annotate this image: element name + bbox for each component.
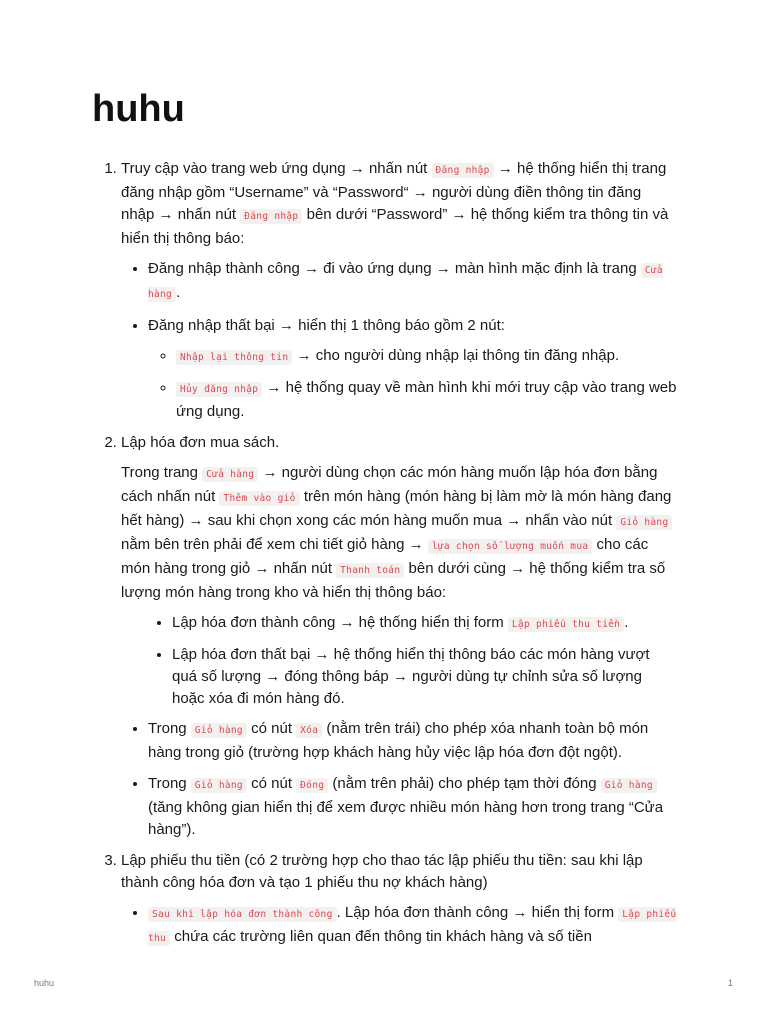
text: Trong [148, 720, 191, 737]
inline-code: Giỏ hàng [191, 778, 247, 793]
list-item [176, 377, 678, 423]
list-item-invoice [121, 432, 678, 841]
main-list [92, 158, 678, 950]
inline-code: Lập phiếu thu tiền [508, 617, 624, 632]
text: Trong [148, 775, 191, 792]
inline-code: Cửa hàng [148, 265, 663, 300]
text: có nút [246, 775, 297, 792]
inline-code: Xóa [296, 723, 322, 738]
footer-title: huhu [34, 978, 55, 988]
text: cho các món hàng trong giỏ → nhấn nút [121, 536, 649, 577]
text: Truy cập vào trang web ứng dụng → nhấn nút [121, 160, 432, 177]
text: chứa các trường liên quan đến thông tin khách hàng và số tiền [170, 928, 592, 945]
text: trên món hàng (món hàng bị làm mờ là món hàng đang hết hàng) → sau khi chọn xong các món hàng muốn mua → nhấn vào nút [121, 488, 672, 529]
text: (nằm trên phải) cho phép tạm thời đóng [328, 775, 601, 792]
inline-code: lựa chọn số lượng muốn mua [428, 539, 593, 554]
inline-code: Đóng [296, 778, 328, 793]
text: . Lập hóa đơn thành công → hiển thị form [336, 904, 619, 921]
text: bên dưới “Password” → hệ thống kiểm tra thông tin và hiển thị thông báo: [121, 206, 669, 247]
text: Trong trang [121, 464, 203, 481]
inline-code: Giỏ hàng [616, 515, 672, 530]
inline-code: Đăng nhập [240, 209, 302, 224]
inline-code: Hủy đăng nhập [176, 382, 262, 397]
text: (tăng không gian hiển thị để xem được nhiều món hàng hơn trong trang “Cửa hàng”). [148, 799, 664, 838]
list-item [148, 718, 678, 764]
text: Lập hóa đơn thành công → hệ thống hiển thị form [172, 614, 508, 631]
text: Đăng nhập thành công → đi vào ứng dụng → màn hình mặc định là trang [148, 260, 641, 277]
list-item [172, 644, 678, 710]
inline-code: Đăng nhập [432, 163, 494, 178]
sub-sub-list [148, 345, 678, 423]
list-item [176, 345, 678, 369]
paragraph [121, 462, 678, 604]
inline-code: Cửa hàng [202, 467, 258, 482]
list-item-receipt [121, 850, 678, 950]
list-item [148, 773, 678, 841]
list-item [148, 315, 678, 423]
list-item [148, 258, 678, 306]
list-item-login [121, 158, 678, 423]
inline-code: Giỏ hàng [191, 723, 247, 738]
text: . [624, 614, 629, 631]
inline-code: Thêm vào giỏ [219, 491, 299, 506]
sub-list [121, 258, 678, 423]
text: Đăng nhập thất bại → hiển thị 1 thông báo gồm 2 nút: [148, 317, 505, 334]
list-item [172, 612, 678, 636]
list-item [148, 902, 678, 950]
page-number: 1 [727, 978, 733, 988]
text: có nút [246, 720, 297, 737]
text: . [176, 284, 181, 301]
text: → hệ thống quay về màn hình khi mới truy cập vào trang web ứng dụng. [176, 379, 677, 420]
document-page [92, 84, 678, 959]
inline-code: Thanh toán [336, 563, 404, 578]
text: Lập hóa đơn thất bại → hệ thống hiển thị thông báo các món hàng vượt quá số lượng → đóng thông báp → người dùng tự chỉnh sửa số lượng hoặc xóa đi món hàng đó. [172, 646, 650, 707]
sub-list [121, 612, 678, 710]
inline-code: Nhập lại thông tin [176, 350, 292, 365]
text: → hệ thống hiển thị trang đăng nhập gồm “Username” và “Password“ → người dùng điền thông tin đăng nhập → nhấn nút [121, 160, 667, 223]
text: (nằm trên trái) cho phép xóa nhanh toàn bộ món hàng trong giỏ (trường hợp khách hàng hủy việc lập hóa đơn đột ngột). [148, 720, 649, 761]
text: → người dùng chọn các món hàng muốn lập hóa đơn bằng cách nhấn nút [121, 464, 658, 505]
text: Lập phiếu thu tiền (có 2 trường hợp cho thao tác lập phiếu thu tiền: sau khi lập thành công hóa đơn và tạo 1 phiếu thu nợ khách hàng) [121, 852, 643, 891]
text: → cho người dùng nhập lại thông tin đăng nhập. [292, 347, 620, 364]
inline-code: Lập phiếu thu [148, 909, 677, 944]
text: Lập hóa đơn mua sách. [121, 434, 280, 451]
text: nằm bên trên phải để xem chi tiết giỏ hàng → [121, 536, 428, 553]
sub-list [121, 718, 678, 841]
inline-code: Sau khi lập hóa đơn thành công [148, 907, 337, 922]
text: bên dưới cùng → hệ thống kiểm tra số lượng món hàng trong kho và hiển thị thông báo: [121, 560, 666, 601]
sub-list [121, 902, 678, 950]
inline-code: Giỏ hàng [601, 778, 657, 793]
page-title: huhu [92, 88, 185, 130]
